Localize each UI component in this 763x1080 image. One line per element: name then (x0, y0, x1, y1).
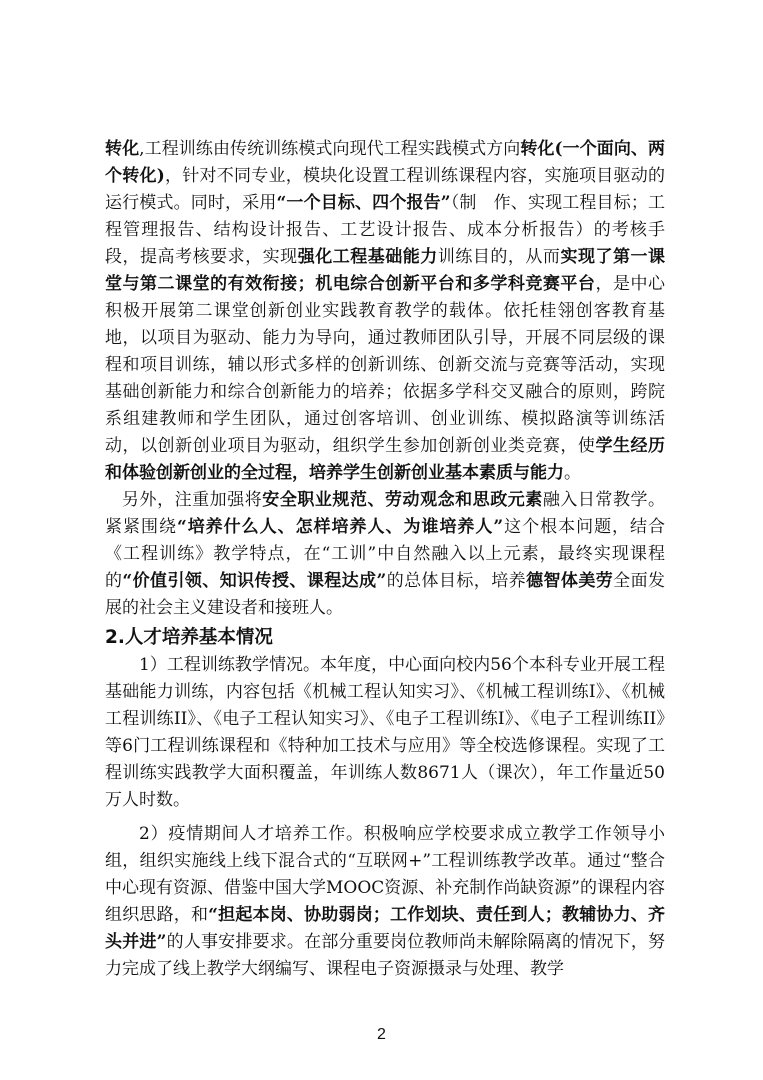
body-text: 训练目的，从而 (437, 247, 561, 267)
page-number: 2 (377, 1026, 386, 1043)
bold-text: 转化 (105, 139, 140, 159)
page-content (105, 136, 665, 983)
body-text: （制 作、实现工程目标；工程管理报告、结构设计报告、工艺设计报告、成本分析报告）的考核手段，提高考核要求，实现 (105, 193, 666, 267)
body-text: 这个根本问题，结合《工程训练》教学特点，在“工训”中自然融入以上元素，最终实现课程的 (105, 517, 666, 591)
body-text: 全面发展的社会主义建设者和接班人。 (105, 571, 666, 618)
body-text: ，针对不同专业，模块化设置工程训练课程内容，实施项目驱动的运行模式。同时，采用 (105, 166, 666, 213)
bold-text: 强化工程基础能力 (297, 247, 438, 267)
paragraph-pandemic-training (105, 821, 665, 983)
bold-text: “价值引领、知识传授、课程达成” (122, 571, 387, 591)
body-text: 另外，注重加强将 (122, 490, 263, 510)
body-text: 的人事安排要求。在部分重要岗位教师尚未解除隔离的情况下，努力完成了线上教学大纲编写、课程电子资源摄录与处理、教学 (105, 932, 666, 979)
bold-text: 实现了第一课堂与第二课堂的有效衔接；机电综合创新平台和多学科竞赛平台 (105, 247, 666, 294)
bold-text: 安全职业规范、劳动观念和思政元素 (262, 490, 543, 510)
bold-text: “担起本岗、协助弱岗；工作划块、责任到人；教辅协力、齐头并进” (105, 905, 666, 952)
body-text: ，是中心积极开展第二课堂创新创业实践教育教学的载体。依托桂翎创客教育基地，以项目为驱动、能力为导向，通过教师团队引导，开展不同层级的课程和项目训练，辅以形式多样的创新训练、创新交流与竞赛等活动，实现基础创新能力和综合创新能力的培养；依据多学科交叉融合的原则，跨院系组建教师和学生团队，通过创客培训、创业训练、模拟路演等训练活动，以创新创业项目为驱动，组织学生参加创新创业类竞赛，使 (105, 274, 666, 456)
body-text: ,工程训练由传统训练模式向现代工程实践模式方向 (139, 139, 521, 159)
bold-text: 德智体美劳 (526, 571, 614, 591)
bold-text: 学生经历和体验创新创业的全过程，培养学生创新创业基本素质与能力 (105, 436, 666, 483)
body-text: 2）疫情期间人才培养工作。积极响应学校要求成立教学工作领导小组，组织实施线上线下混合式的“互联网+”工程训练教学改革。通过“整合中心现有资源、借鉴中国大学MOOC资源、补充制作尚缺资源”的课程内容组织思路，和 (105, 824, 665, 925)
body-text: 融入日常教学。紧紧围绕 (105, 490, 666, 537)
bold-text: “一个目标、四个报告” (276, 193, 451, 213)
paragraph-training-overview: 1）工程训练教学情况。本年度，中心面向校内56个本科专业开展工程基础能力训练，内容包括《机械工程认知实习》、《机械工程训练I》、《机械工程训练II》、《电子工程认知实习》、《电子工程训练I》、《电子工程训练II》等6门工程训练课程和《特种加工技术与应用》等全校选修课程。实现了工程训练实践教学大面积覆盖，年训练人数8671人（课次），年工作量近50万人时数。 (105, 655, 665, 810)
bold-text: 转化(一个面向、两个转化) (105, 139, 666, 186)
section-heading: 2.人才培养基本情况 (105, 627, 273, 648)
paragraph-ideology (105, 487, 665, 622)
bold-text: “培养什么人、怎样培养人、为谁培养人” (176, 517, 504, 537)
body-text: 。 (564, 463, 581, 483)
body-text: 的总体目标，培养 (386, 571, 527, 591)
paragraph-continuation (105, 136, 665, 487)
